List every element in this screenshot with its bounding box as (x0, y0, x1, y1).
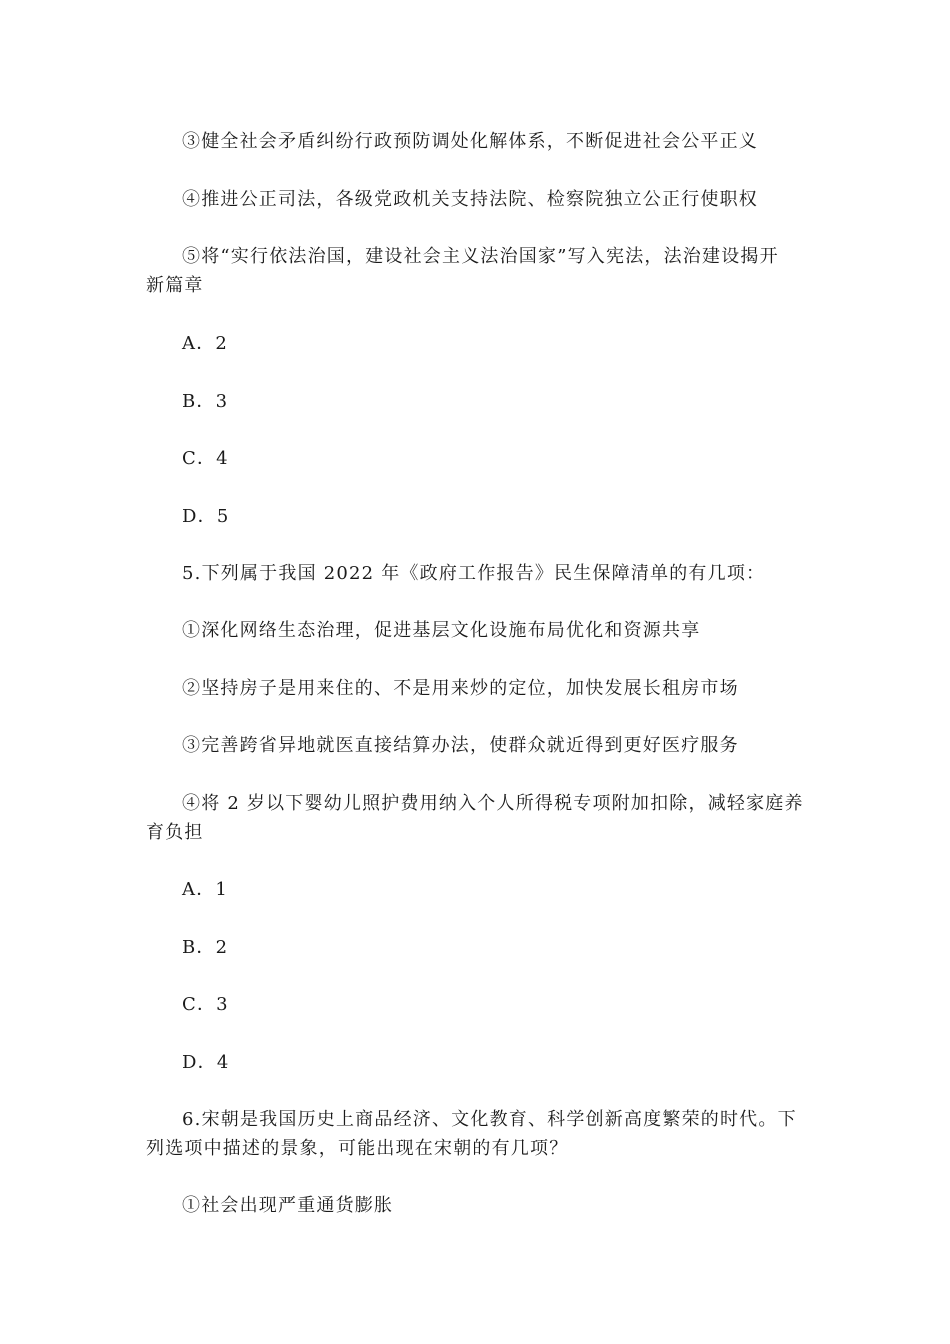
q5-item-1: ①深化网络生态治理，促进基层文化设施布局优化和资源共享 (182, 620, 701, 641)
q4-item-5-line-1: ⑤将“实行依法治国，建设社会主义法治国家”写入宪法，法治建设揭开 (182, 246, 779, 267)
q5-option-b: B．2 (182, 937, 229, 958)
q5-option-d: D．4 (182, 1052, 230, 1073)
q5-item-4-line-1: ④将 2 岁以下婴幼儿照护费用纳入个人所得税专项附加扣除，减轻家庭养 (182, 793, 804, 814)
q5-item-4-line-2: 育负担 (146, 822, 204, 843)
q4-item-5-line-2: 新篇章 (146, 275, 204, 296)
q6-stem-line-1: 6.宋朝是我国历史上商品经济、文化教育、科学创新高度繁荣的时代。下 (182, 1109, 797, 1130)
q6-stem-line-2: 列选项中描述的景象，可能出现在宋朝的有几项？ (146, 1138, 569, 1159)
q4-option-c: C．4 (182, 448, 229, 469)
q5-item-2: ②坚持房子是用来住的、不是用来炒的定位，加快发展长租房市场 (182, 678, 739, 699)
q5-option-a: A．1 (182, 879, 229, 900)
q4-option-b: B．3 (182, 391, 229, 412)
q5-item-3: ③完善跨省异地就医直接结算办法，使群众就近得到更好医疗服务 (182, 735, 739, 756)
q4-item-4: ④推进公正司法，各级党政机关支持法院、检察院独立公正行使职权 (182, 189, 758, 210)
q4-option-d: D．5 (182, 506, 230, 527)
q4-option-a: A．2 (182, 333, 229, 354)
q6-item-1: ①社会出现严重通货膨胀 (182, 1195, 394, 1216)
q5-stem: 5.下列属于我国 2022 年《政府工作报告》民生保障清单的有几项： (182, 563, 766, 584)
q4-item-3: ③健全社会矛盾纠纷行政预防调处化解体系，不断促进社会公平正义 (182, 131, 758, 152)
q5-option-c: C．3 (182, 994, 229, 1015)
